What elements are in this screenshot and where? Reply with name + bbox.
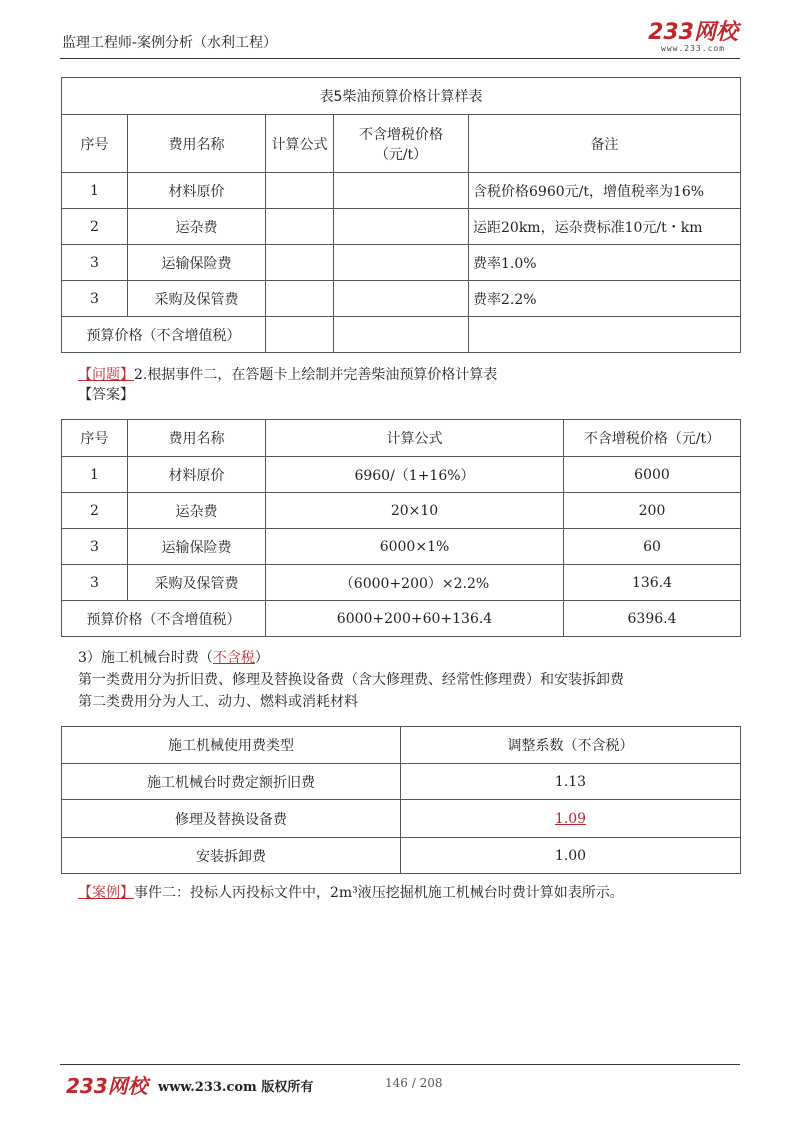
table-row — [62, 245, 741, 281]
table-row — [62, 800, 741, 838]
price-cell: 6000 — [564, 457, 741, 493]
note-cell: 运距20km，运杂费标准10元/t・km — [469, 209, 741, 245]
section-highlight[interactable]: 不含税 — [212, 650, 255, 666]
total-label: 预算价格（不含增值税） — [62, 317, 266, 353]
header-cell: 序号 — [62, 115, 128, 173]
price-cell — [334, 317, 469, 353]
table-total-row — [62, 317, 741, 353]
cost-name: 采购及保管费 — [128, 565, 266, 601]
price-cell: 60 — [564, 529, 741, 565]
note-cell: 费率2.2% — [469, 281, 741, 317]
coefficient-cell: 1.00 — [401, 838, 741, 874]
formula-cell: （6000+200）×2.2% — [266, 565, 564, 601]
price-cell — [334, 209, 469, 245]
table-row — [62, 565, 741, 601]
note-cell — [469, 317, 741, 353]
question-text: 2.根据事件二，在答题卡上绘制并完善柴油预算价格计算表 — [134, 367, 498, 383]
note-cell: 含税价格6960元/t，增值税率为16% — [469, 173, 741, 209]
question-line — [78, 366, 497, 384]
formula-cell: 6960/（1+16%） — [266, 457, 564, 493]
cost-name: 运杂费 — [128, 493, 266, 529]
cost-name: 运输保险费 — [128, 529, 266, 565]
formula-cell — [266, 173, 334, 209]
diesel-price-sample-table — [61, 77, 741, 353]
price-cell — [334, 173, 469, 209]
formula-cell — [266, 209, 334, 245]
coefficient-cell-highlighted[interactable]: 1.09 — [401, 800, 741, 838]
table-row — [62, 493, 741, 529]
table-total-row — [62, 601, 741, 637]
answer-tag: 【答案】 — [78, 387, 134, 403]
table-title: 表5柴油预算价格计算样表 — [62, 78, 741, 115]
price-cell — [334, 245, 469, 281]
section-prefix: 3）施工机械台时费（ — [78, 650, 213, 666]
row-number: 2 — [62, 209, 128, 245]
table-row — [62, 173, 741, 209]
table-row — [62, 457, 741, 493]
formula-cell: 6000+200+60+136.4 — [266, 601, 564, 637]
table-row — [62, 838, 741, 874]
header-cell: 不含增税价格（元/t） — [334, 115, 469, 173]
header-cell: 调整系数（不含税） — [401, 727, 741, 764]
total-label: 预算价格（不含增值税） — [62, 601, 266, 637]
cost-name: 运输保险费 — [128, 245, 266, 281]
case-line — [78, 884, 624, 902]
machine-cost-type: 施工机械台时费定额折旧费 — [62, 764, 401, 800]
cost-name: 材料原价 — [128, 173, 266, 209]
machine-cost-type: 修理及替换设备费 — [62, 800, 401, 838]
table-row — [62, 281, 741, 317]
footer-copyright: www.233.com 版权所有 — [158, 1080, 314, 1095]
question-tag[interactable]: 【问题】 — [78, 367, 134, 383]
cost-name: 材料原价 — [128, 457, 266, 493]
footer-logo[interactable]: 233网校 — [66, 1074, 148, 1098]
header-cell: 序号 — [62, 420, 128, 457]
row-number: 3 — [62, 281, 128, 317]
machine-cost-coefficient-table — [61, 726, 741, 874]
document-header-title: 监理工程师-案例分析（水利工程） — [62, 35, 278, 51]
formula-cell — [266, 281, 334, 317]
price-cell: 200 — [564, 493, 741, 529]
section-line-1: 第一类费用分为折旧费、修理及替换设备费（含大修理费、经常性修理费）和安装拆卸费 — [78, 672, 624, 688]
formula-cell — [266, 245, 334, 281]
row-number: 1 — [62, 457, 128, 493]
header-cell: 施工机械使用费类型 — [62, 727, 401, 764]
formula-cell: 20×10 — [266, 493, 564, 529]
row-number: 3 — [62, 565, 128, 601]
cost-name: 采购及保管费 — [128, 281, 266, 317]
price-cell — [334, 281, 469, 317]
case-tag[interactable]: 【案例】 — [78, 885, 134, 901]
header-cell: 费用名称 — [128, 420, 266, 457]
price-cell: 136.4 — [564, 565, 741, 601]
row-number: 3 — [62, 529, 128, 565]
coefficient-cell: 1.13 — [401, 764, 741, 800]
note-cell: 费率1.0% — [469, 245, 741, 281]
section-line-2: 第二类费用分为人工、动力、燃料或消耗材料 — [78, 694, 358, 710]
page-number: 146 / 208 — [385, 1076, 443, 1090]
cost-name: 运杂费 — [128, 209, 266, 245]
header-cell: 备注 — [469, 115, 741, 173]
header-cell: 不含增税价格（元/t） — [564, 420, 741, 457]
table-row — [62, 764, 741, 800]
table-row — [62, 209, 741, 245]
table-row — [62, 529, 741, 565]
header-cell: 计算公式 — [266, 420, 564, 457]
brand-logo-url: www.233.com — [661, 44, 726, 53]
row-number: 1 — [62, 173, 128, 209]
price-cell: 6396.4 — [564, 601, 741, 637]
footer-divider — [60, 1064, 740, 1065]
section-heading — [78, 649, 269, 667]
machine-cost-type: 安装拆卸费 — [62, 838, 401, 874]
diesel-price-answer-table — [61, 419, 741, 637]
brand-logo[interactable] — [648, 22, 738, 53]
row-number: 3 — [62, 245, 128, 281]
header-cell: 费用名称 — [128, 115, 266, 173]
formula-cell: 6000×1% — [266, 529, 564, 565]
brand-logo-text: 233网校 — [648, 20, 738, 45]
formula-cell — [266, 317, 334, 353]
section-suffix: ） — [254, 650, 269, 666]
header-divider — [60, 58, 740, 59]
case-text: 事件二：投标人丙投标文件中，2m³液压挖掘机施工机械台时费计算如表所示。 — [134, 885, 624, 901]
row-number: 2 — [62, 493, 128, 529]
header-cell: 计算公式 — [266, 115, 334, 173]
